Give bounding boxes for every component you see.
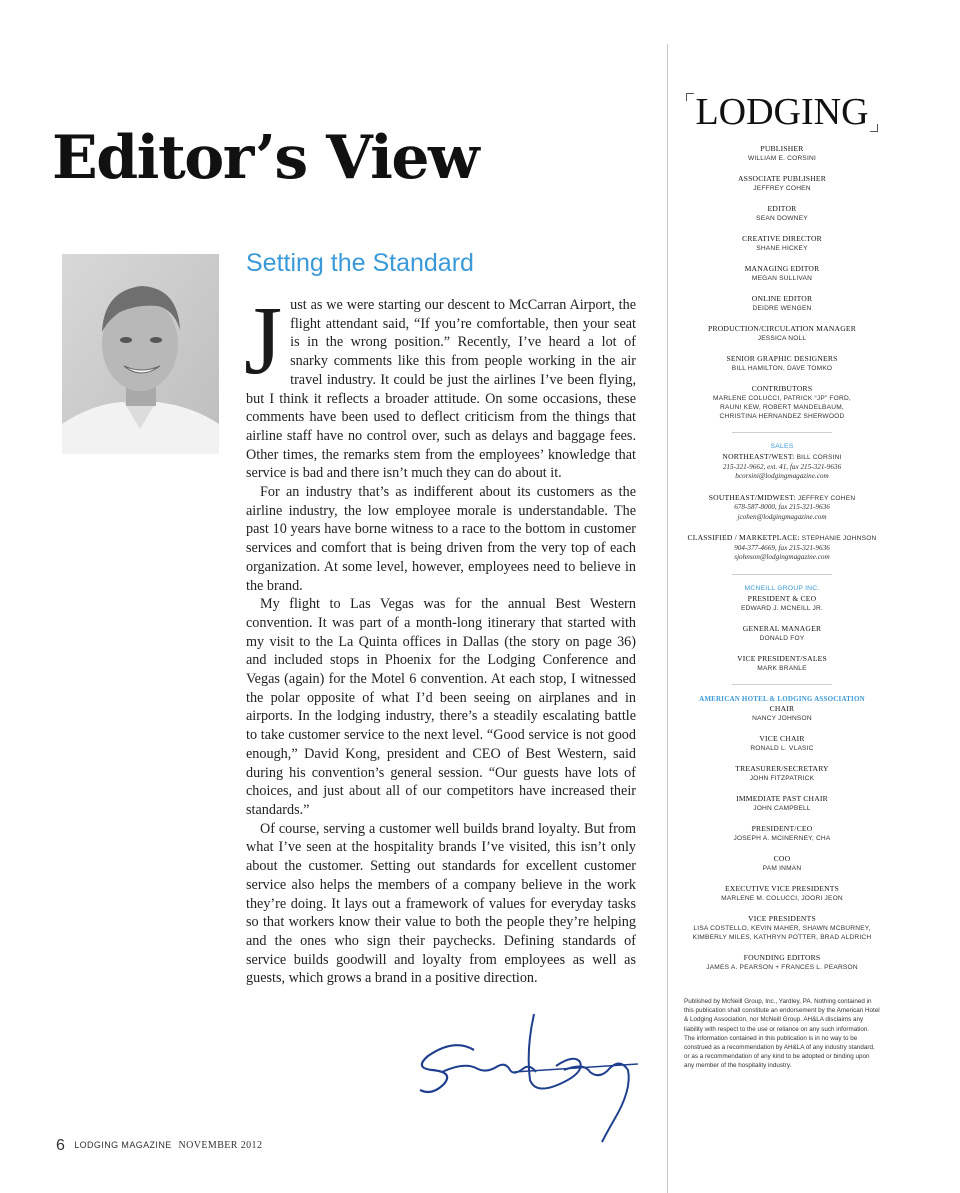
staff-name: PAM INMAN bbox=[762, 864, 802, 872]
column-divider bbox=[667, 44, 668, 1193]
staff-entry bbox=[682, 624, 882, 643]
sales-contact bbox=[682, 533, 882, 563]
staff-entry bbox=[682, 144, 882, 163]
sales-contact bbox=[682, 493, 882, 523]
staff-entry bbox=[682, 884, 882, 903]
sales-region: CLASSIFIED / MARKETPLACE: bbox=[687, 533, 800, 542]
staff-entry bbox=[682, 734, 882, 753]
staff-name: RONALD L. VLASIC bbox=[750, 744, 814, 752]
staff-name: KIMBERLY MILES, KATHRYN POTTER, BRAD ALDRICH bbox=[692, 933, 872, 941]
staff-name: DONALD FOY bbox=[759, 634, 805, 642]
drop-cap: J bbox=[244, 287, 283, 395]
article-headline: Setting the Standard bbox=[246, 249, 474, 277]
article-paragraph: Just as we were starting our descent to McCarran Airport, the flight attendant said, “If you’re comfortable, then your seat is in the wrong position.” Recently, I’ve heard a lot of snarky comments like this from people working in the air travel industry. It could be just the airlines I’ve been flying, but I think it reflects a broader attitude. On some occasions, these comments have been used to deflect criticism from the things that airline staff have no control over, such as delays and baggage fees. Other times, the remarks stem from the employees’ knowledge that service is bad and there isn’t much they can do about it. bbox=[244, 287, 636, 482]
staff-name: DEIDRE WENGEN bbox=[752, 305, 812, 312]
staff-name: BILL HAMILTON, DAVE TOMKO bbox=[731, 365, 833, 372]
staff-entry bbox=[682, 594, 882, 613]
staff-entry bbox=[682, 384, 882, 421]
staff-role: CONTRIBUTORS bbox=[751, 384, 813, 393]
sales-name: JEFFREY COHEN bbox=[797, 494, 856, 502]
ahla-list bbox=[682, 704, 882, 972]
sales-email: bcorsini@lodgingmagazine.com bbox=[735, 472, 829, 480]
article-paragraph: For an industry that’s as indifferent about its customers as the airline industry, the low employee morale is understandable. The past 10 years have borne witness to a race to the bottom in customer services and comfort that is being driven from the very top of each organization. At some level, however, employees need to believe in the brand. bbox=[246, 484, 636, 594]
logo-bracket bbox=[686, 93, 694, 101]
staff-role: TREASURER/SECRETARY bbox=[735, 763, 829, 773]
staff-role: COO bbox=[773, 853, 791, 863]
sales-email: sjohnson@lodgingmagazine.com bbox=[734, 553, 830, 561]
staff-name: MEGAN SULLIVAN bbox=[751, 275, 813, 282]
staff-role: ASSOCIATE PUBLISHER bbox=[738, 174, 826, 183]
staff-role: CHAIR bbox=[769, 703, 795, 713]
sales-contact-line bbox=[682, 533, 882, 544]
staff-name: SHANE HICKEY bbox=[756, 245, 808, 252]
staff-name: JOSEPH A. MCINERNEY, CHA bbox=[733, 834, 831, 842]
staff-role: PRESIDENT & CEO bbox=[747, 593, 817, 603]
lodging-logo: LODGING bbox=[686, 92, 878, 132]
staff-entry bbox=[682, 914, 882, 942]
staff-entry bbox=[682, 654, 882, 673]
sales-contact bbox=[682, 452, 882, 482]
sales-region: NORTHEAST/WEST: bbox=[722, 452, 795, 461]
staff-name: SEAN DOWNEY bbox=[756, 215, 808, 222]
sales-region: SOUTHEAST/MIDWEST: bbox=[708, 492, 796, 502]
staff-role: EXECUTIVE VICE PRESIDENTS bbox=[724, 883, 840, 893]
staff-entry bbox=[682, 204, 882, 223]
editor-portrait-image bbox=[62, 254, 219, 454]
staff-entry bbox=[682, 953, 882, 972]
logo-bracket bbox=[870, 124, 878, 132]
article-paragraph: Of course, serving a customer well builds brand loyalty. But from what I’ve seen at the hospitality brands I’ve visited, this isn’t only about the customer. Setting out standards for excellent customer service also helps the members of a company believe in the work they’re doing. It lays out a framework of values for everyday tasks so that workers know their value to both the people they’re helping and the ones who sign their paychecks. Defining standards of service builds goodwill and loyalty from employees as well as guests, which grows a brand in a positive direction. bbox=[246, 820, 636, 987]
staff-name: RAUNI KEW, ROBERT MANDELBAUM, bbox=[720, 404, 844, 411]
staff-role: PRODUCTION/CIRCULATION MANAGER bbox=[708, 324, 856, 333]
staff-name: CHRISTINA HERNANDEZ SHERWOOD bbox=[719, 413, 845, 420]
staff-name: MARLENE M. COLUCCI, JOORI JEON bbox=[721, 894, 843, 902]
staff-role: IMMEDIATE PAST CHAIR bbox=[736, 793, 828, 803]
publisher-disclaimer: Published by McNeill Group, Inc., Yardley, PA. Nothing contained in this publication shall constitute an endorsement by the American Hotel & Lodging Association, nor McNeill Group. AH&LA disclaims any liability with respect to the use or reliance on any such information. The information contained in this publication is in no way to be construed as a recommendation by AH&LA of any industry standard, or as a recommendation of any kind to be adopted or binding upon any member of the hospitality industry. bbox=[684, 998, 880, 1070]
staff-role: VICE PRESIDENT/SALES bbox=[737, 653, 827, 663]
staff-role: CREATIVE DIRECTOR bbox=[742, 234, 822, 243]
editor-signature bbox=[414, 1010, 640, 1145]
staff-role: VICE CHAIR bbox=[759, 733, 805, 743]
staff-name: LISA COSTELLO, KEVIN MAHER, SHAWN MCBURNEY, bbox=[693, 924, 871, 932]
staff-entry bbox=[682, 264, 882, 283]
sales-name: BILL CORSINI bbox=[796, 454, 842, 461]
staff-entry bbox=[682, 704, 882, 723]
staff-name: JESSICA NOLL bbox=[757, 335, 807, 342]
staff-name: WILLIAM E. CORSINI bbox=[747, 155, 817, 162]
sales-list bbox=[682, 452, 882, 563]
staff-name: MARK BRANLE bbox=[757, 664, 807, 672]
staff-list bbox=[682, 144, 882, 421]
page-number: 6 bbox=[56, 1137, 66, 1154]
staff-entry bbox=[682, 794, 882, 813]
divider bbox=[732, 432, 832, 433]
staff-entry bbox=[682, 354, 882, 373]
staff-role: MANAGING EDITOR bbox=[744, 264, 820, 273]
article-body bbox=[244, 287, 636, 988]
page-footer bbox=[56, 1137, 262, 1155]
ahla-heading: AMERICAN HOTEL & LODGING ASSOCIATION bbox=[699, 694, 865, 703]
sales-phone: 904-377-4669, fax 215-321-9636 bbox=[734, 543, 830, 552]
staff-role: GENERAL MANAGER bbox=[742, 623, 822, 633]
staff-name: NANCY JOHNSON bbox=[752, 714, 812, 722]
staff-name: JAMES A. PEARSON + FRANCES L. PEARSON bbox=[706, 963, 858, 971]
staff-role: PUBLISHER bbox=[760, 144, 804, 153]
divider bbox=[732, 684, 832, 685]
sales-name: STEPHANIE JOHNSON bbox=[801, 535, 877, 542]
article-paragraph: My flight to Las Vegas was for the annual Best Western convention. It was part of a month-long itinerary that started with my visit to the La Quinta offices in Dallas (the story on page 36) and included stops in Phoenix for the Lodging Conference and Vegas (again) for the Motel 6 convention. At each stop, I witnessed the polar opposite of what I’d been seeing on airplanes and in airports. In the lodging industry, there’s a steadily escalating battle to take customer service to the next level. “Good service is not good enough,” David Kong, president and CEO of Best Western, said during his convention’s general session. “Our guests have lots of choices, and just about all of our competitors have increased their standards.” bbox=[246, 596, 636, 818]
mcneill-list bbox=[682, 594, 882, 673]
staff-entry bbox=[682, 824, 882, 843]
staff-name: EDWARD J. MCNEILL JR. bbox=[740, 604, 824, 612]
staff-entry bbox=[682, 294, 882, 313]
sales-email: jcohen@lodgingmagazine.com bbox=[737, 512, 827, 521]
staff-name: JOHN FITZPATRICK bbox=[749, 774, 815, 782]
staff-role: ONLINE EDITOR bbox=[751, 294, 813, 303]
sales-phone: 215-321-9662, ext. 41, fax 215-321-9636 bbox=[722, 462, 842, 471]
sales-contact-line bbox=[682, 493, 882, 504]
mcneill-heading: MCNEILL GROUP INC. bbox=[744, 584, 820, 592]
staff-role: SENIOR GRAPHIC DESIGNERS bbox=[726, 354, 838, 363]
staff-role: FOUNDING EDITORS bbox=[743, 952, 821, 962]
divider bbox=[732, 574, 832, 575]
staff-entry bbox=[682, 234, 882, 253]
staff-entry bbox=[682, 174, 882, 193]
staff-name: JOHN CAMPBELL bbox=[753, 804, 811, 812]
staff-role: EDITOR bbox=[767, 204, 797, 213]
footer-publication: LODGING MAGAZINE bbox=[74, 1140, 172, 1150]
footer-issue: NOVEMBER 2012 bbox=[178, 1140, 263, 1151]
sales-heading: SALES bbox=[770, 443, 794, 450]
staff-role: PRESIDENT/CEO bbox=[751, 823, 813, 833]
editor-portrait-illustration bbox=[62, 254, 219, 454]
sales-contact-line bbox=[682, 452, 882, 463]
staff-entry bbox=[682, 324, 882, 343]
page-title: Editor’s View bbox=[52, 123, 479, 193]
staff-role: VICE PRESIDENTS bbox=[748, 913, 816, 923]
staff-name: MARLENE COLUCCI, PATRICK “JP” FORD, bbox=[713, 395, 851, 402]
masthead bbox=[682, 92, 882, 983]
staff-entry bbox=[682, 764, 882, 783]
staff-entry bbox=[682, 854, 882, 873]
sales-phone: 678-587-8000, fax 215-321-9636 bbox=[734, 503, 830, 511]
staff-name: JEFFREY COHEN bbox=[753, 185, 811, 192]
